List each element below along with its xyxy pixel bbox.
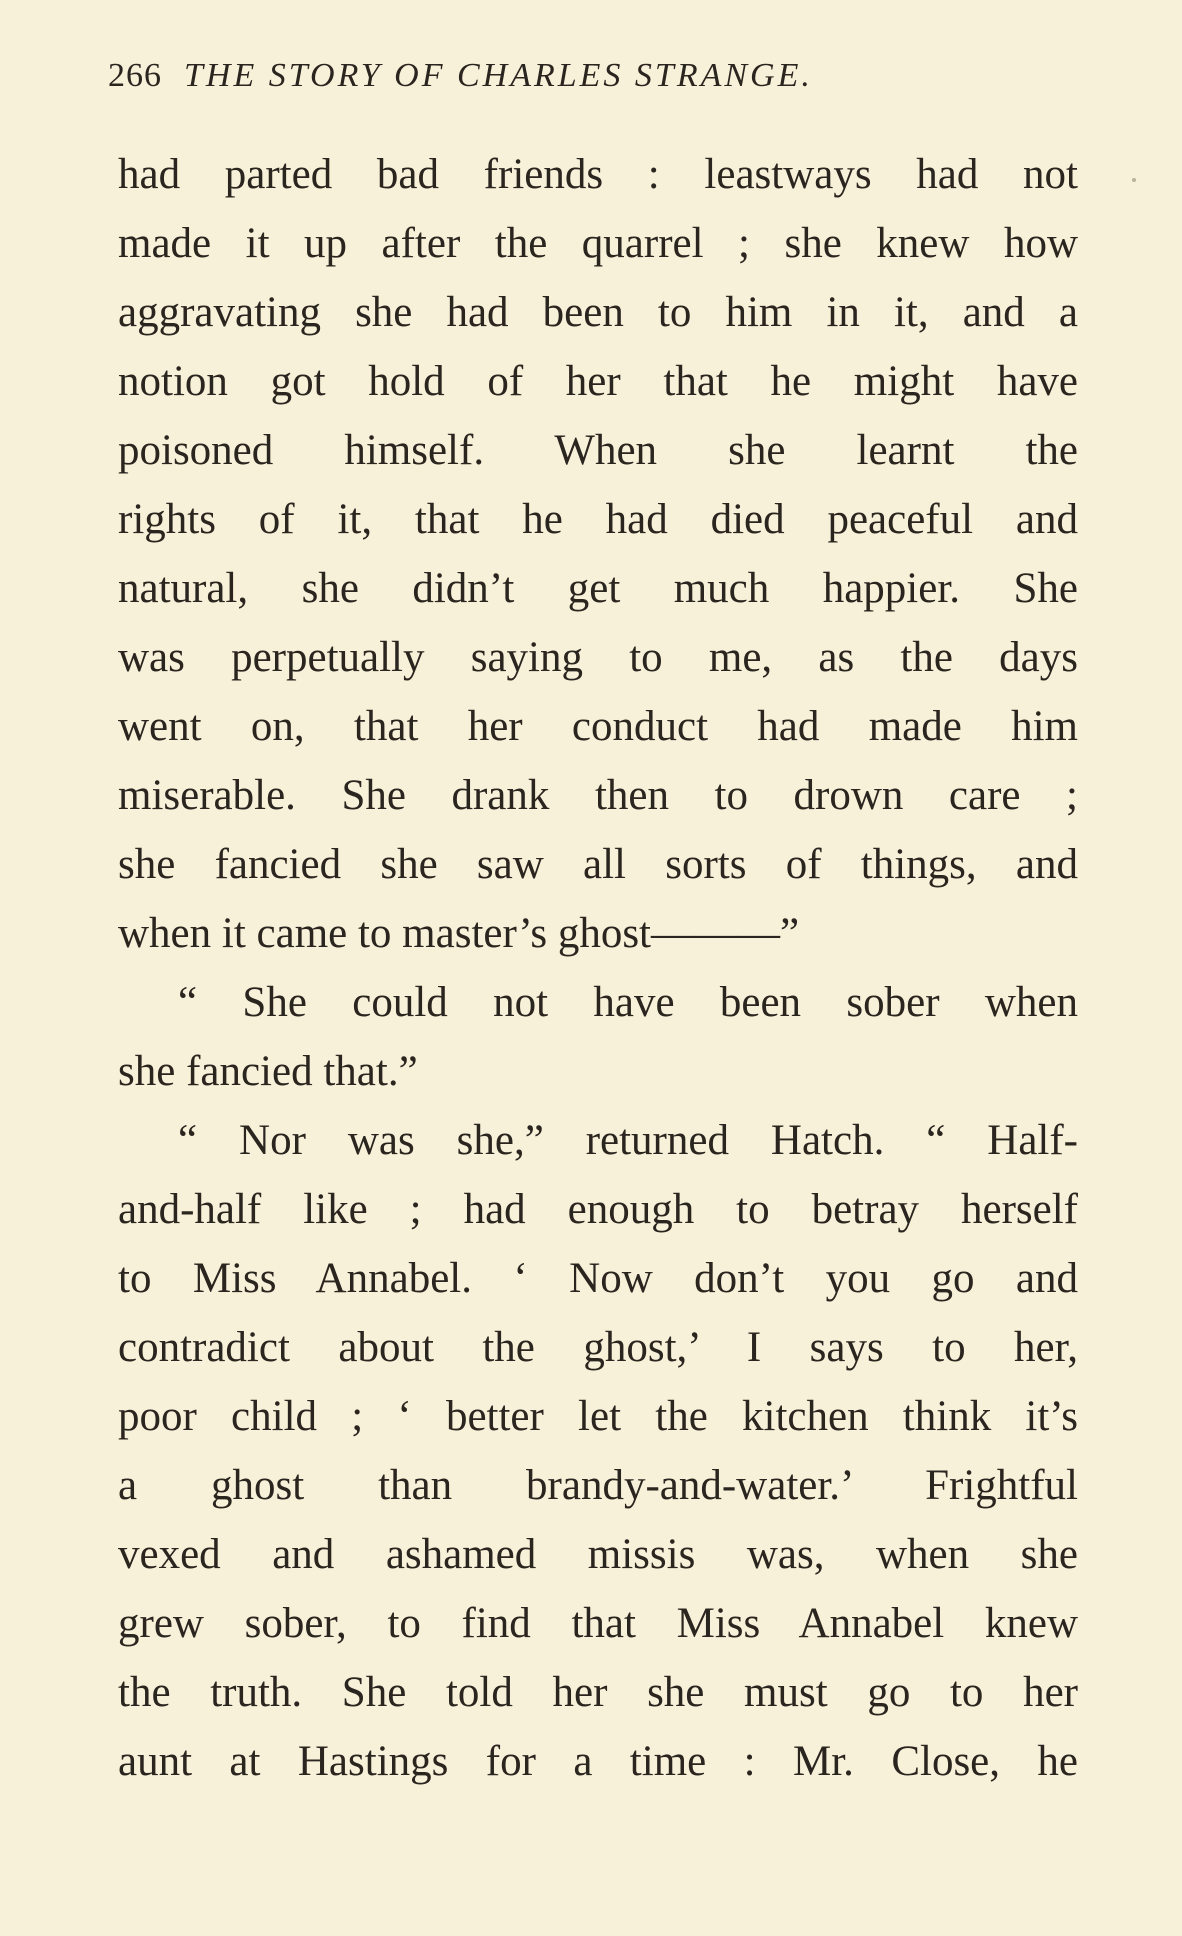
text-line: “ She could not have been sober when <box>178 979 1078 1026</box>
text-line: when it came to master’s ghost———” <box>118 910 800 957</box>
text-line: she fancied that.” <box>118 1048 418 1095</box>
text-line: was perpetually saying to me, as the days <box>118 634 1078 681</box>
paper-speck <box>1132 178 1136 182</box>
text-line: aunt at Hastings for a time : Mr. Close, he <box>118 1738 1078 1785</box>
running-title: THE STORY OF CHARLES STRANGE. <box>184 57 813 94</box>
text-line: natural, she didn’t get much happier. She <box>118 565 1078 612</box>
text-line: the truth. She told her she must go to her <box>118 1669 1078 1716</box>
text-line: rights of it, that he had died peaceful and <box>118 496 1078 543</box>
text-line: to Miss Annabel. ‘ Now don’t you go and <box>118 1255 1078 1302</box>
text-line: notion got hold of her that he might have <box>118 358 1078 405</box>
text-line: contradict about the ghost,’ I says to her, <box>118 1324 1078 1371</box>
text-line: went on, that her conduct had made him <box>118 703 1078 750</box>
text-line: aggravating she had been to him in it, and a <box>118 289 1078 336</box>
text-line: poor child ; ‘ better let the kitchen think it’s <box>118 1393 1078 1440</box>
text-line: and-half like ; had enough to betray herself <box>118 1186 1078 1233</box>
text-line: she fancied she saw all sorts of things, and <box>118 841 1078 888</box>
text-line: vexed and ashamed missis was, when she <box>118 1531 1078 1578</box>
text-line: grew sober, to find that Miss Annabel knew <box>118 1600 1078 1647</box>
running-head <box>108 54 988 98</box>
text-line: had parted bad friends : leastways had not <box>118 151 1078 198</box>
page-number: 266 <box>108 57 162 94</box>
body-text <box>118 140 1078 1796</box>
text-line: miserable. She drank then to drown care ; <box>118 772 1078 819</box>
text-line: made it up after the quarrel ; she knew how <box>118 220 1078 267</box>
text-line: a ghost than brandy-and-water.’ Frightful <box>118 1462 1078 1509</box>
text-line: poisoned himself. When she learnt the <box>118 427 1078 474</box>
text-line: “ Nor was she,” returned Hatch. “ Half- <box>178 1117 1078 1164</box>
